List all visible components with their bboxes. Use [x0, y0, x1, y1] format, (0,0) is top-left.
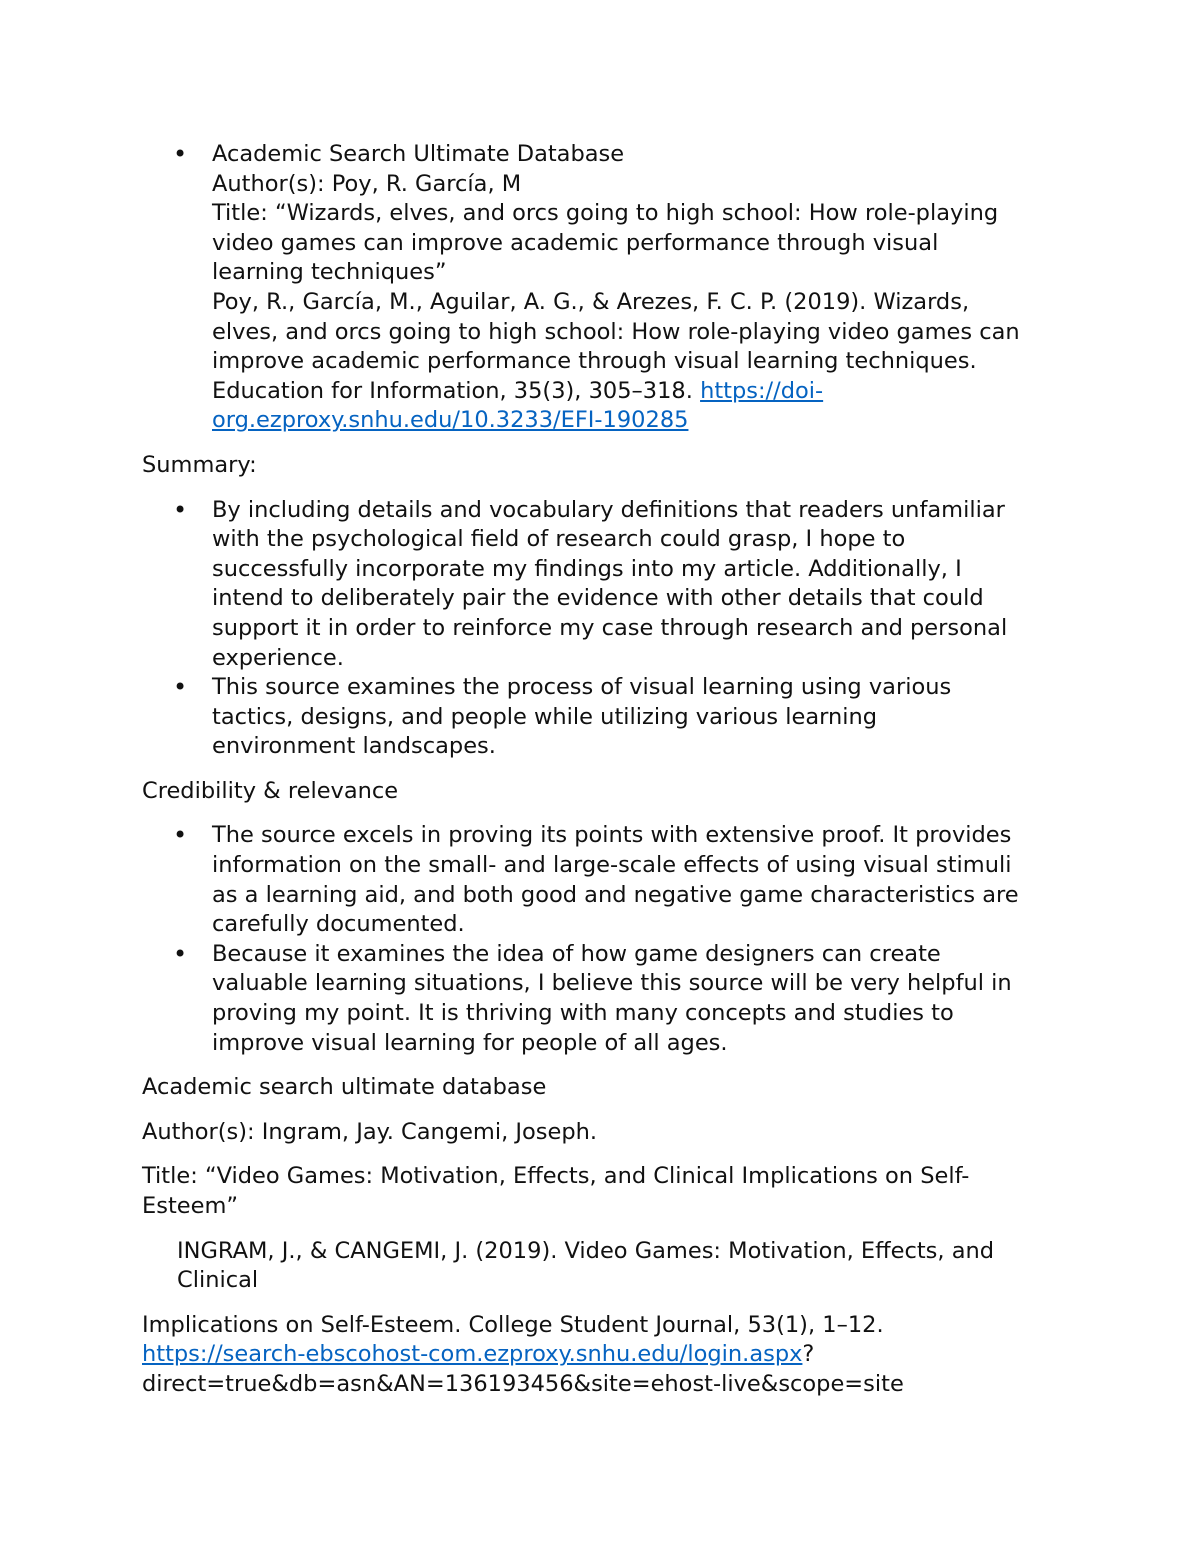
- source2-title-line: Title: “Video Games: Motivation, Effects, and Clinical Implications on Self-: [142, 1163, 970, 1190]
- source1-doi-link-cont[interactable]: org.ezproxy.snhu.edu/10.3233/EFI-190285: [212, 407, 689, 434]
- source1-citation-line: Poy, R., García, M., Aguilar, A. G., & Arezes, F. C. P. (2019). Wizards,: [212, 288, 970, 315]
- source1-citation-line: improve academic performance through visual learning techniques.: [212, 348, 977, 375]
- source1-citation-line: elves, and orcs going to high school: How role-playing video games can: [212, 318, 1020, 345]
- source1-title-line: Title: “Wizards, elves, and orcs going to high school: How role-playing: [212, 200, 999, 227]
- credibility-heading: Credibility & relevance: [142, 777, 399, 804]
- source2-title: [142, 1162, 1072, 1221]
- summary-list: [142, 496, 1072, 762]
- source1-title-line: video games can improve academic performance through visual: [212, 229, 939, 256]
- summary-line: support it in order to reinforce my case through research and personal: [212, 614, 1008, 641]
- credibility-line: information on the small- and large-scale effects of using visual stimuli: [212, 852, 1012, 879]
- summary-bullet: [142, 673, 1072, 762]
- source2-link-line: [142, 1340, 1072, 1370]
- summary-line: • This source examines the process of visual learning using various: [212, 674, 952, 701]
- source2-link-suffix: ?: [802, 1341, 815, 1368]
- source2-title-line: Esteem”: [142, 1193, 239, 1219]
- summary-bullet: [142, 496, 1072, 674]
- source1-citation-text: Education for Information, 35(3), 305–318.: [212, 377, 701, 404]
- source2-authors: Author(s): Ingram, Jay. Cangemi, Joseph.: [142, 1118, 598, 1145]
- document-body: [142, 140, 1072, 1400]
- credibility-line: • The source excels in proving its points with extensive proof. It provides: [212, 822, 1012, 849]
- summary-line: experience.: [212, 644, 344, 671]
- credibility-line: carefully documented.: [212, 911, 465, 938]
- source1-link-line: [212, 406, 1072, 436]
- source1-entry: [142, 140, 1072, 436]
- source2-ebsco-link[interactable]: https://search-ebscohost-com.ezproxy.snhu.edu/login.aspx: [142, 1341, 803, 1368]
- credibility-line: proving my point. It is thriving with many concepts and studies to: [212, 1000, 954, 1027]
- source1-database: • Academic Search Ultimate Database: [212, 141, 625, 167]
- source1-list: [142, 140, 1072, 436]
- credibility-bullet: [142, 821, 1072, 939]
- source1-citation-line: [212, 377, 1072, 407]
- credibility-line: as a learning aid, and both good and negative game characteristics are: [212, 881, 1019, 908]
- summary-line: intend to deliberately pair the evidence with other details that could: [212, 585, 984, 612]
- source2-database: Academic search ultimate database: [142, 1074, 547, 1101]
- summary-line: tactics, designs, and people while utilizing various learning: [212, 703, 878, 730]
- summary-line: successfully incorporate my findings into my article. Additionally, I: [212, 555, 962, 582]
- credibility-list: [142, 821, 1072, 1058]
- summary-line: with the psychological field of research could grasp, I hope to: [212, 526, 906, 553]
- source2-citation-line: Clinical: [177, 1267, 259, 1294]
- credibility-line: • Because it examines the idea of how game designers can create: [212, 940, 941, 967]
- source1-title-line: learning techniques”: [212, 259, 447, 286]
- source2-query-line: direct=true&db=asn&AN=136193456&site=ehost-live&scope=site: [142, 1370, 904, 1397]
- summary-line: • By including details and vocabulary definitions that readers unfamiliar: [212, 496, 1005, 523]
- credibility-line: valuable learning situations, I believe this source will be very helpful in: [212, 970, 1012, 997]
- source1-authors: Author(s): Poy, R. García, M: [212, 170, 522, 197]
- source2-citation-line: INGRAM, J., & CANGEMI, J. (2019). Video Games: Motivation, Effects, and: [177, 1237, 995, 1264]
- credibility-bullet: [142, 940, 1072, 1058]
- source2-citation-line: Implications on Self-Esteem. College Student Journal, 53(1), 1–12.: [142, 1311, 884, 1338]
- summary-line: environment landscapes.: [212, 733, 496, 760]
- source1-doi-link[interactable]: https://doi-: [700, 377, 824, 404]
- summary-heading: Summary:: [142, 451, 257, 478]
- credibility-line: improve visual learning for people of all ages.: [212, 1029, 728, 1056]
- source2-citation-indented: [142, 1237, 1072, 1296]
- source2-citation-continued: [142, 1311, 1072, 1400]
